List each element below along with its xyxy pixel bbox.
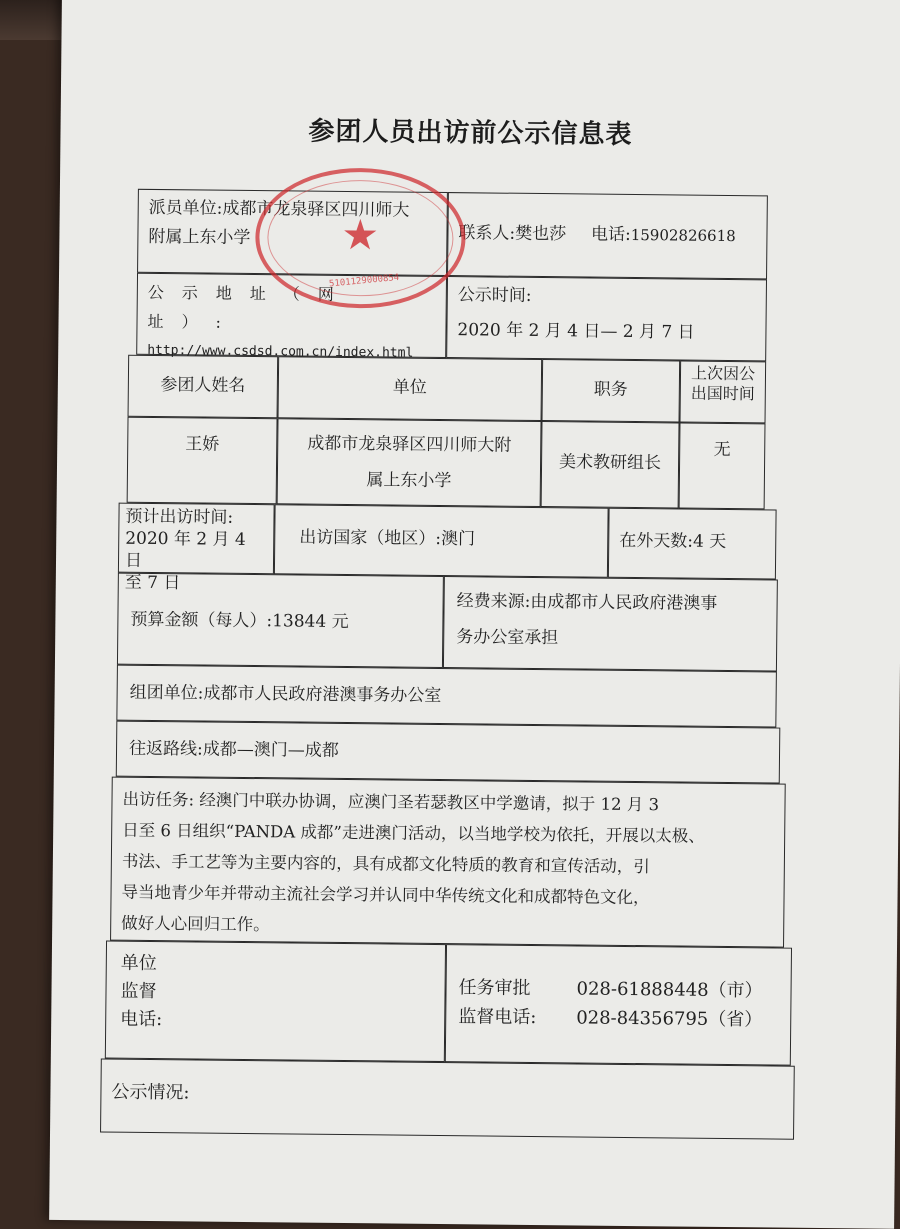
member-last-trip-cell: [679, 422, 766, 509]
visit-time-line1: 2020 年 2 月 4 日: [124, 528, 246, 571]
notice-address-url: http://www.csdsd.com.cn/index.html: [147, 342, 414, 361]
destination-value: 澳门: [440, 528, 476, 550]
header-last-trip-text: 上次因公出国时间: [690, 363, 756, 404]
visit-time-cell: [118, 503, 275, 594]
member-unit-line1: 成都市龙泉驿区四川师大附: [307, 433, 512, 456]
organizer-value: 成都市人民政府港澳事务办公室: [203, 683, 442, 707]
days-abroad-cell: [608, 508, 777, 580]
member-unit-cell: [277, 418, 542, 507]
days-abroad-value: 4 天: [692, 531, 727, 552]
contact-label: 联系人:: [458, 223, 516, 244]
notice-time-value: 2020 年 2 月 4 日— 2 月 7 日: [457, 320, 695, 343]
route-label: 往返路线:: [128, 738, 203, 760]
mission-line-1: 出访任务: 经澳门中联办协调，应澳门圣若瑟教区中学邀请，拟于 12 月 3: [122, 789, 660, 815]
contact-phone: 15902826618: [630, 225, 736, 246]
funding-cell: [443, 576, 778, 671]
route-value: 成都—澳门—成都: [202, 739, 339, 761]
member-name: 王娇: [185, 434, 220, 455]
official-seal-code: 5101129000854: [328, 272, 400, 290]
unit-supervision-line1: 单位: [120, 952, 157, 975]
header-position-text: 职务: [593, 379, 628, 400]
organizer-label: 组团单位:: [129, 682, 204, 704]
destination-label: 出访国家（地区）:: [299, 527, 442, 549]
mission-cell: [110, 777, 786, 948]
header-member-name-text: 参团人姓名: [160, 375, 246, 396]
header-unit: [278, 356, 543, 421]
member-position: 美术教研组长: [558, 452, 662, 474]
destination-cell: [274, 504, 609, 577]
supervision-phone-label: 监督电话:: [458, 1006, 537, 1029]
visit-time-line2: 至 7 日: [124, 572, 181, 594]
contact-name: 樊也莎: [515, 223, 567, 245]
header-last-trip: [680, 360, 767, 423]
budget-cell: [117, 573, 444, 668]
approval-phone: 028-61888448（市）: [576, 978, 763, 1002]
dispatch-unit-value-line2: 附属上东小学: [148, 226, 251, 248]
unit-supervision-line3: 电话:: [120, 1008, 163, 1031]
unit-supervision-cell: [105, 941, 446, 1063]
member-last-trip: 无: [713, 439, 731, 461]
header-position: [542, 359, 681, 422]
contact-cell: [447, 192, 768, 279]
notice-time-cell: [446, 276, 767, 361]
dispatch-unit-value-line1: 成都市龙泉驿区四川师大: [222, 198, 410, 221]
notice-time-label: 公示时间:: [457, 285, 532, 306]
mission-line-3: 书法、手工艺等为主要内容的，具有成都文化特质的教育和宣传活动，引: [121, 851, 650, 877]
header-member-name: [128, 355, 279, 419]
notice-status-cell: [100, 1058, 795, 1139]
mission-line-2: 日至 6 日组织“PANDA 成都”走进澳门活动，以当地学校为依托，开展以太极、: [122, 820, 705, 846]
approval-supervision-cell: [445, 944, 792, 1066]
notice-status-label: 公示情况:: [111, 1081, 190, 1104]
funding-value-line2: 务办公室承担: [456, 627, 559, 649]
funding-value-line1: 由成都市人民政府港澳事: [530, 591, 718, 614]
dispatch-unit-label: 派员单位:: [148, 197, 223, 219]
member-position-cell: [541, 421, 680, 508]
organizer-cell: [116, 665, 777, 728]
supervision-phone: 028-84356795（省）: [576, 1007, 763, 1031]
member-name-cell: [127, 417, 278, 505]
member-unit-line2: 属上东小学: [366, 470, 452, 492]
unit-supervision-line2: 监督: [120, 980, 157, 1003]
notice-address-label: 公示地址（网址）:: [147, 282, 352, 332]
route-cell: [116, 721, 781, 784]
document-title: 参团人员出访前公示信息表: [308, 116, 633, 150]
header-unit-text: 单位: [392, 377, 427, 398]
visit-time-label: 预计出访时间:: [125, 506, 234, 528]
star-icon: ★: [341, 209, 380, 260]
budget-label: 预算金额（每人）:: [130, 609, 273, 632]
official-seal: [255, 167, 466, 309]
days-abroad-label: 在外天数:: [619, 530, 694, 552]
funding-label: 经费来源:: [456, 591, 531, 612]
mission-line-5: 做好人心回归工作。: [121, 913, 270, 935]
budget-value: 13844 元: [272, 611, 349, 633]
contact-phone-label: 电话:: [590, 224, 631, 245]
approval-label: 任务审批: [458, 977, 531, 999]
document-page: [49, 0, 900, 1229]
mission-line-4: 导当地青少年并带动主流社会学习并认同中华传统文化和成都特色文化，: [121, 882, 650, 908]
